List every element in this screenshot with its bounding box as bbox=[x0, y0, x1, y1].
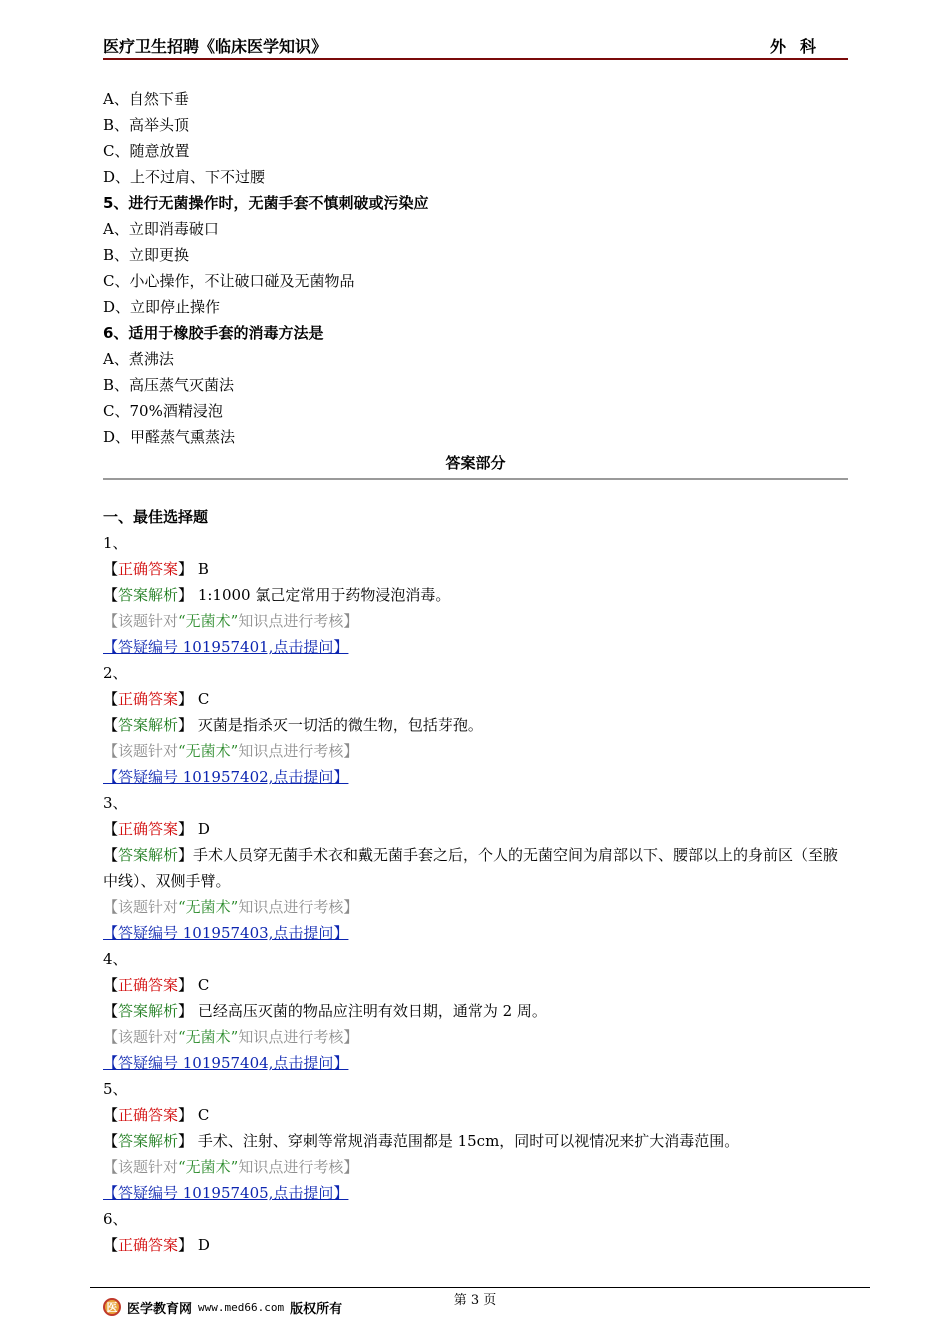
section-divider bbox=[103, 478, 848, 480]
option: D、甲醛蒸气熏蒸法 bbox=[103, 428, 236, 446]
footer-brand-name: 医学教育网 bbox=[127, 1301, 193, 1317]
analysis-row: 【答案解析】手术人员穿无菌手术衣和戴无菌手套之后，个人的无菌空间为肩部以下、腰部以上的身前区（至腋中线）、双侧手臂。 bbox=[103, 846, 839, 890]
correct-answer-row: 【正确答案】 B bbox=[103, 560, 209, 578]
option: C、70%酒精浸泡 bbox=[103, 402, 223, 420]
topic-note: 【该题针对“无菌术”知识点进行考核】 bbox=[103, 1028, 359, 1046]
correct-value: D bbox=[197, 820, 210, 838]
med66-logo-icon: 医 bbox=[103, 1298, 121, 1316]
ask-question-link[interactable]: 【答疑编号 101957403,点击提问】 bbox=[103, 924, 349, 942]
answer-number: 3、 bbox=[103, 794, 128, 812]
correct-value: D bbox=[197, 1236, 210, 1254]
answer-number: 5、 bbox=[103, 1080, 128, 1098]
analysis-label: 答案解析 bbox=[118, 1132, 179, 1150]
option: A、自然下垂 bbox=[103, 90, 189, 108]
correct-answer-row: 【正确答案】 C bbox=[103, 1106, 210, 1124]
question-5: 5、进行无菌操作时，无菌手套不慎刺破或污染应 bbox=[103, 194, 429, 212]
footer-copyright: 版权所有 bbox=[290, 1301, 343, 1317]
answer-subsection-title: 一、最佳选择题 bbox=[103, 508, 209, 526]
analysis-label: 答案解析 bbox=[118, 586, 179, 604]
footer-brand bbox=[103, 1296, 342, 1318]
footer-divider bbox=[90, 1287, 870, 1288]
analysis-row: 【答案解析】 灭菌是指杀灭一切活的微生物，包括芽孢。 bbox=[103, 716, 483, 734]
topic-note: 【该题针对“无菌术”知识点进行考核】 bbox=[103, 1158, 359, 1176]
correct-label: 正确答案 bbox=[118, 690, 179, 708]
ask-question-link[interactable]: 【答疑编号 101957404,点击提问】 bbox=[103, 1054, 349, 1072]
correct-label: 正确答案 bbox=[118, 1236, 179, 1254]
correct-value: C bbox=[197, 1106, 210, 1124]
analysis-text: 灭菌是指杀灭一切活的微生物，包括芽孢。 bbox=[197, 716, 483, 734]
analysis-label: 答案解析 bbox=[118, 1002, 179, 1020]
analysis-text: 手术人员穿无菌手术衣和戴无菌手套之后，个人的无菌空间为肩部以下、腰部以上的身前区（至腋中线）、双侧手臂。 bbox=[103, 846, 839, 890]
analysis-row: 【答案解析】 手术、注射、穿刺等常规消毒范围都是 15cm，同时可以视情况来扩大消毒范围。 bbox=[103, 1132, 740, 1150]
correct-value: C bbox=[197, 976, 210, 994]
correct-value: B bbox=[197, 560, 209, 578]
analysis-label: 答案解析 bbox=[118, 716, 179, 734]
answer-number: 6、 bbox=[103, 1210, 128, 1228]
option: B、立即更换 bbox=[103, 246, 190, 264]
option: A、煮沸法 bbox=[103, 350, 174, 368]
correct-label: 正确答案 bbox=[118, 976, 179, 994]
correct-value: C bbox=[197, 690, 210, 708]
analysis-row: 【答案解析】 已经高压灭菌的物品应注明有效日期，通常为 2 周。 bbox=[103, 1002, 547, 1020]
ask-question-link[interactable]: 【答疑编号 101957405,点击提问】 bbox=[103, 1184, 349, 1202]
correct-answer-row: 【正确答案】 C bbox=[103, 690, 210, 708]
option: B、高举头顶 bbox=[103, 116, 190, 134]
analysis-text: 已经高压灭菌的物品应注明有效日期，通常为 2 周。 bbox=[197, 1002, 547, 1020]
page-number: 第 3 页 bbox=[453, 1293, 497, 1308]
analysis-label: 答案解析 bbox=[118, 846, 179, 864]
correct-answer-row: 【正确答案】 D bbox=[103, 1236, 210, 1254]
question-6: 6、适用于橡胶手套的消毒方法是 bbox=[103, 324, 324, 342]
document-body bbox=[103, 86, 848, 1258]
footer-site[interactable]: www.med66.com bbox=[198, 1300, 285, 1314]
option: D、上不过肩、下不过腰 bbox=[103, 168, 266, 186]
correct-answer-row: 【正确答案】 D bbox=[103, 820, 210, 838]
analysis-row: 【答案解析】 1:1000 氯己定常用于药物浸泡消毒。 bbox=[103, 586, 451, 604]
analysis-text: 手术、注射、穿刺等常规消毒范围都是 15cm，同时可以视情况来扩大消毒范围。 bbox=[197, 1132, 740, 1150]
option: C、随意放置 bbox=[103, 142, 190, 160]
header-title: 医疗卫生招聘《临床医学知识》 bbox=[103, 37, 328, 56]
option: D、立即停止操作 bbox=[103, 298, 221, 316]
header-department: 外科 bbox=[769, 37, 830, 56]
ask-question-link[interactable]: 【答疑编号 101957402,点击提问】 bbox=[103, 768, 349, 786]
option: B、高压蒸气灭菌法 bbox=[103, 376, 235, 394]
topic-note: 【该题针对“无菌术”知识点进行考核】 bbox=[103, 898, 359, 916]
analysis-text: 1:1000 氯己定常用于药物浸泡消毒。 bbox=[197, 586, 451, 604]
ask-question-link[interactable]: 【答疑编号 101957401,点击提问】 bbox=[103, 638, 349, 656]
correct-label: 正确答案 bbox=[118, 560, 179, 578]
answer-number: 4、 bbox=[103, 950, 128, 968]
topic-note: 【该题针对“无菌术”知识点进行考核】 bbox=[103, 612, 359, 630]
correct-label: 正确答案 bbox=[118, 1106, 179, 1124]
answer-number: 2、 bbox=[103, 664, 128, 682]
correct-label: 正确答案 bbox=[118, 820, 179, 838]
correct-answer-row: 【正确答案】 C bbox=[103, 976, 210, 994]
option: C、小心操作，不让破口碰及无菌物品 bbox=[103, 272, 355, 290]
answer-number: 1、 bbox=[103, 534, 128, 552]
topic-note: 【该题针对“无菌术”知识点进行考核】 bbox=[103, 742, 359, 760]
answer-section-title: 答案部分 bbox=[445, 454, 506, 472]
option: A、立即消毒破口 bbox=[103, 220, 219, 238]
page-header bbox=[103, 30, 848, 60]
